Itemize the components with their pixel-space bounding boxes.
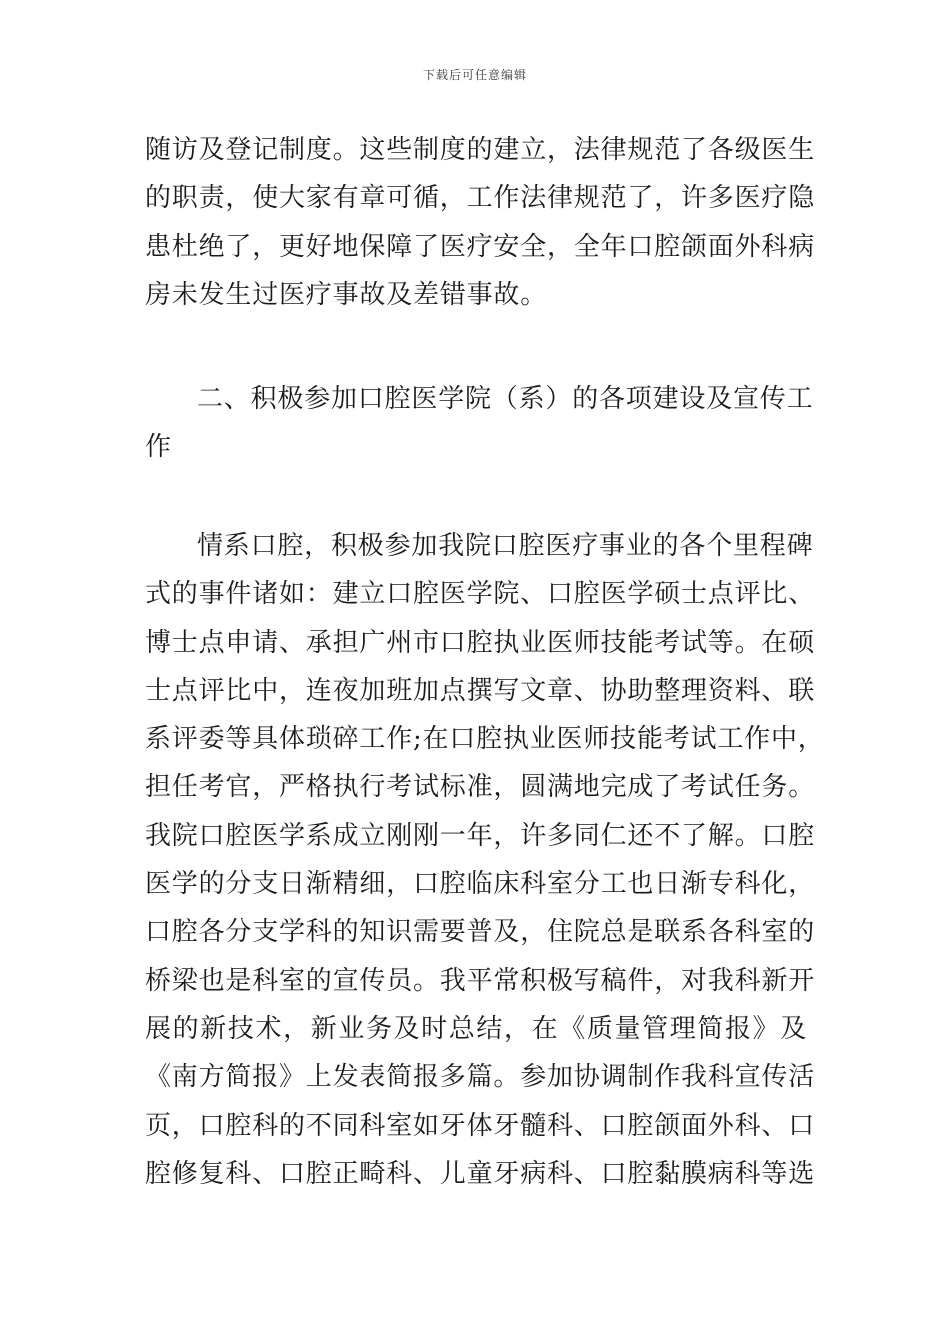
paragraph-records-system	[145, 126, 816, 319]
text-line: 作	[145, 432, 172, 463]
paragraph-publicity-work	[145, 522, 825, 1198]
text-line: 二、积极参加口腔医学院（系）的各项建设及宣传工	[197, 384, 814, 414]
text-line: 页，口腔科的不同科室如牙体牙髓科、口腔颌面外科、口	[145, 1110, 816, 1141]
text-line: 桥梁也是科室的宣传员。我平常积极写稿件，对我科新开	[145, 965, 816, 996]
text-line: 系评委等具体琐碎工作;在口腔执业医师技能考试工作中，	[145, 724, 825, 755]
text-line: 房未发生过医疗事故及差错事故。	[145, 279, 548, 310]
text-line: 腔修复科、口腔正畸科、儿童牙病科、口腔黏膜病科等选	[145, 1158, 816, 1189]
text-line: 《南方简报》上发表简报多篇。参加协调制作我科宣传活	[145, 1062, 816, 1093]
text-line: 患杜绝了，更好地保障了医疗安全，全年口腔颌面外科病	[145, 231, 816, 262]
page-header: 下载后可任意编辑	[422, 68, 527, 82]
text-line: 我院口腔医学系成立刚刚一年，许多同仁还不了解。口腔	[145, 820, 816, 851]
text-line: 随访及登记制度。这些制度的建立，法律规范了各级医生	[145, 135, 816, 165]
section-heading	[145, 375, 814, 472]
text-line: 式的事件诸如：建立口腔医学院、口腔医学硕士点评比、	[145, 579, 816, 610]
text-line: 医学的分支日渐精细，口腔临床科室分工也日渐专科化，	[145, 869, 816, 900]
text-line: 口腔各分支学科的知识需要普及，住院总是联系各科室的	[145, 917, 816, 948]
text-line: 士点评比中，连夜加班加点撰写文章、协助整理资料、联	[145, 675, 816, 706]
text-line: 展的新技术，新业务及时总结，在《质量管理简报》及	[145, 1013, 807, 1044]
text-line: 情系口腔，积极参加我院口腔医疗事业的各个里程碑	[197, 531, 814, 561]
text-line: 博士点申请、承担广州市口腔执业医师技能考试等。在硕	[145, 627, 816, 658]
text-line: 担任考官，严格执行考试标准，圆满地完成了考试任务。	[145, 772, 816, 803]
text-line: 的职责，使大家有章可循，工作法律规范了，许多医疗隐	[145, 183, 816, 214]
